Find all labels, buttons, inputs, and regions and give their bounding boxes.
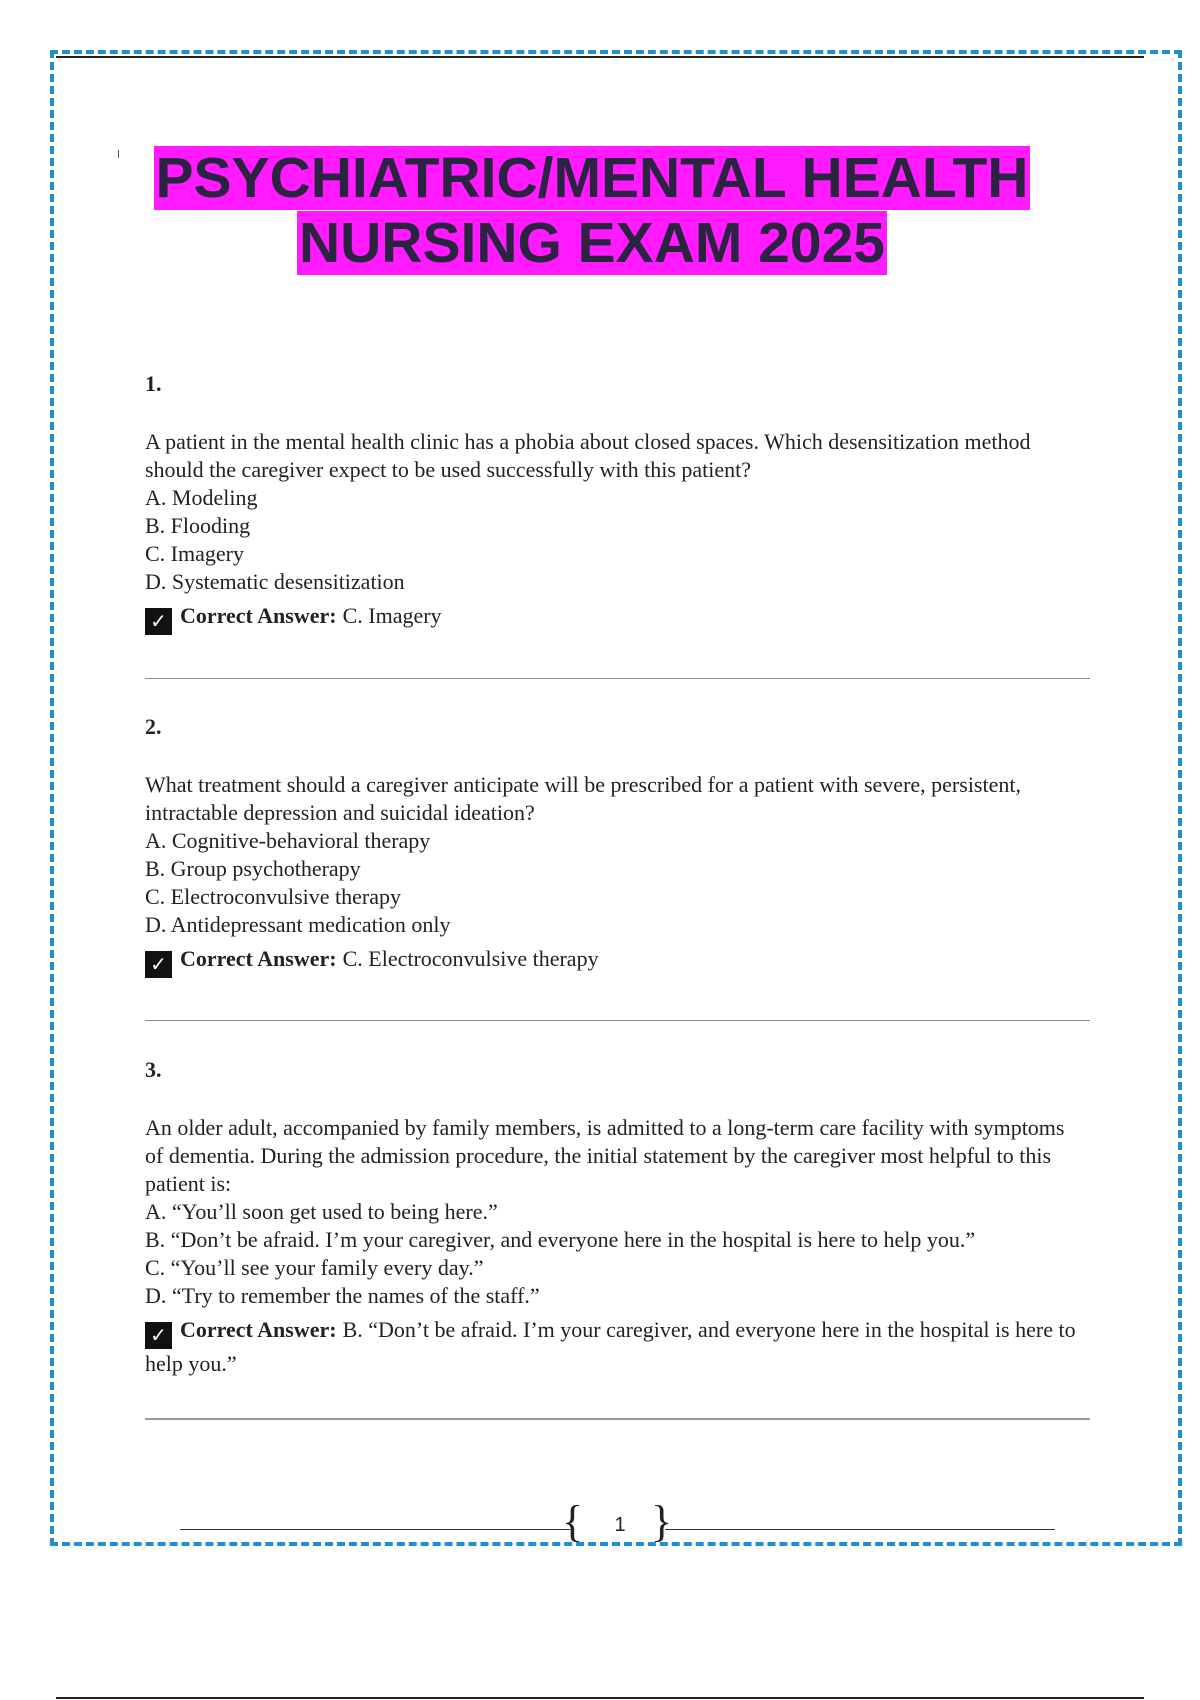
- question-text: A patient in the mental health clinic has a phobia about closed spaces. Which desensitization method should the caregiver expect to be used successfully with this patient?: [145, 429, 1031, 482]
- option-a: A. Modeling: [145, 485, 258, 510]
- question-number: 1.: [145, 371, 162, 396]
- checkmark-icon: ✓: [145, 608, 172, 635]
- page-number: 1: [614, 1514, 626, 1536]
- correct-answer: [145, 944, 1085, 978]
- option-b: B. Flooding: [145, 513, 251, 538]
- checkmark-icon: ✓: [145, 1322, 172, 1349]
- footer-line-right: [665, 1529, 1055, 1530]
- answer-label: Correct Answer:: [180, 1317, 337, 1342]
- footer-bracket-right-icon: }: [651, 1497, 673, 1546]
- option-c: C. Electroconvulsive therapy: [145, 884, 401, 909]
- option-c: C. “You’ll see your family every day.”: [145, 1255, 484, 1280]
- separator-2: [145, 1020, 1090, 1021]
- question-number: 2.: [145, 714, 162, 739]
- question-text: What treatment should a caregiver anticipate will be prescribed for a patient with severe, persistent, intractable depression and suicidal ideation?: [145, 772, 1021, 825]
- option-b: B. “Don’t be afraid. I’m your caregiver, and everyone here in the hospital is here to help you.”: [145, 1227, 976, 1252]
- exam-title: [0, 146, 1184, 276]
- answer-label: Correct Answer:: [180, 603, 337, 628]
- answer-value: C. Electroconvulsive therapy: [342, 946, 599, 971]
- question-2: [145, 713, 1085, 978]
- question-number: 3.: [145, 1057, 162, 1082]
- answer-label: Correct Answer:: [180, 946, 337, 971]
- question-3: [145, 1056, 1085, 1379]
- question-text: An older adult, accompanied by family members, is admitted to a long-term care facility with symptoms of dementia. During the admission procedure, the initial statement by the caregiver most helpful to this patient is:: [145, 1115, 1065, 1196]
- title-line-2: NURSING EXAM 2025: [298, 211, 885, 275]
- option-d: D. “Try to remember the names of the staff.”: [145, 1283, 540, 1308]
- separator-3: [145, 1418, 1090, 1420]
- option-c: C. Imagery: [145, 541, 244, 566]
- footer-line-left: [180, 1529, 570, 1530]
- question-1: [145, 370, 1085, 635]
- bottom-rule: [56, 1697, 1144, 1699]
- option-d: D. Systematic desensitization: [145, 569, 405, 594]
- top-rule: [56, 56, 1144, 58]
- separator-1: [145, 678, 1090, 679]
- answer-value: B. “Don’t be afraid. I’m your caregiver, and everyone here in the hospital is here to help you.”: [145, 1317, 1076, 1376]
- option-a: A. Cognitive-behavioral therapy: [145, 828, 431, 853]
- option-b: B. Group psychotherapy: [145, 856, 361, 881]
- option-d: D. Antidepressant medication only: [145, 912, 451, 937]
- correct-answer: [145, 1315, 1085, 1379]
- title-line-1: PSYCHIATRIC/MENTAL HEALTH: [155, 146, 1029, 210]
- checkmark-icon: ✓: [145, 951, 172, 978]
- correct-answer: [145, 601, 1085, 635]
- footer-bracket-left-icon: {: [562, 1497, 584, 1546]
- option-a: A. “You’ll soon get used to being here.”: [145, 1199, 498, 1224]
- answer-value: C. Imagery: [342, 603, 442, 628]
